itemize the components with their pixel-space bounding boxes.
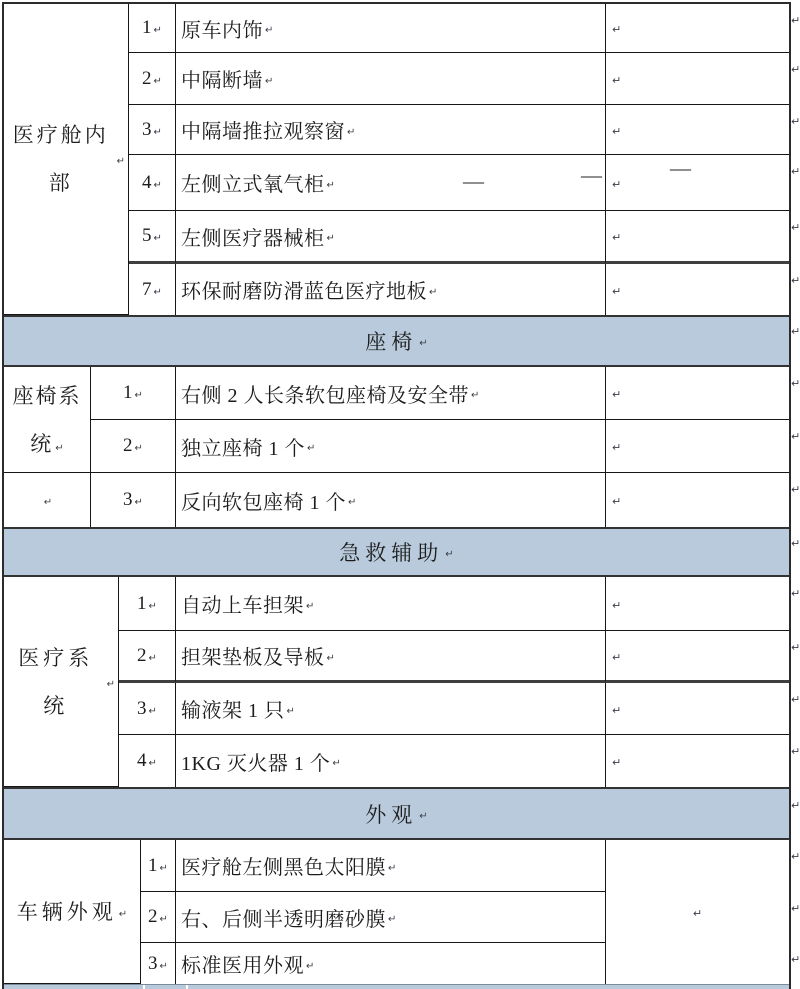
row-number-text: 2 — [123, 435, 133, 456]
paragraph-mark-icon: ↵ — [134, 497, 143, 508]
row-end-mark-icon: ↵ — [791, 745, 800, 758]
paragraph-mark-icon: ↵ — [612, 703, 622, 717]
category-cell-seat — [4, 367, 91, 473]
paragraph-mark-icon: ↵ — [429, 286, 438, 298]
row-number-text: 7 — [142, 278, 152, 300]
paragraph-mark-icon: ↵ — [612, 388, 622, 401]
column-divider — [186, 985, 188, 989]
paragraph-mark-icon: ↵ — [55, 442, 64, 454]
remark-cell — [606, 683, 789, 735]
item-text: 原车内饰 — [181, 19, 263, 42]
row-number-text: 4 — [142, 171, 152, 193]
paragraph-mark-icon: ↵ — [153, 75, 162, 87]
row-number — [91, 367, 176, 420]
paragraph-mark-icon: ↵ — [286, 705, 295, 717]
paragraph-mark-icon: ↵ — [159, 960, 168, 972]
item-cell — [176, 420, 606, 473]
category-cell-medical — [4, 577, 119, 787]
paragraph-mark-icon: ↵ — [445, 549, 454, 560]
paragraph-mark-icon: ↵ — [612, 284, 622, 298]
row-number-text: 3 — [148, 952, 158, 974]
item-cell — [176, 892, 606, 943]
section-header-text: 外观 — [365, 802, 418, 827]
item-cell — [176, 631, 606, 683]
row-end-mark-icon: ↵ — [791, 377, 800, 390]
item-cell — [176, 735, 606, 787]
paragraph-mark-icon: ↵ — [326, 652, 335, 664]
row-end-mark-icon: ↵ — [791, 799, 800, 812]
category-label: 医疗系统 — [18, 645, 94, 718]
paragraph-mark-icon: ↵ — [612, 495, 622, 508]
item-cell — [176, 683, 606, 735]
paragraph-mark-icon: ↵ — [612, 73, 622, 87]
remark-cell — [606, 53, 789, 105]
remark-cell — [606, 105, 789, 155]
row-end-mark-icon: ↵ — [791, 483, 800, 496]
paragraph-mark-icon: ↵ — [348, 497, 357, 508]
row-end-mark-icon: ↵ — [791, 902, 800, 915]
row-end-mark-icon: ↵ — [791, 587, 800, 600]
category-text: 座椅系统 — [12, 383, 82, 456]
row-number-text: 3 — [142, 118, 152, 140]
section-seat-system — [4, 367, 789, 527]
item-text: 环保耐磨防滑蓝色医疗地板 — [181, 281, 427, 303]
row-number-text: 1 — [148, 854, 158, 876]
paragraph-mark-icon: ↵ — [153, 126, 162, 138]
section-header-seats — [4, 315, 789, 367]
paragraph-mark-icon: ↵ — [419, 338, 428, 349]
row-number-text: 3 — [137, 697, 147, 719]
row-number — [141, 892, 176, 943]
remark-cell — [606, 264, 789, 315]
row-number-text: 1 — [137, 592, 147, 614]
paragraph-mark-icon: ↵ — [347, 126, 356, 138]
row-number — [129, 211, 176, 264]
paragraph-mark-icon: ↵ — [134, 443, 143, 454]
remark-cell — [606, 211, 789, 264]
paragraph-mark-icon: ↵ — [326, 179, 335, 191]
paragraph-mark-icon: ↵ — [419, 810, 428, 822]
paragraph-mark-icon: ↵ — [265, 75, 274, 87]
row-end-mark-icon: ↵ — [791, 537, 800, 550]
row-number-text: 1 — [123, 382, 133, 403]
paragraph-mark-icon: ↵ — [265, 25, 274, 36]
row-end-mark-icon: ↵ — [791, 693, 800, 706]
category-label — [7, 372, 87, 468]
paragraph-mark-icon: ↵ — [118, 908, 128, 920]
item-text: 自动上车担架 — [181, 595, 304, 617]
item-text: 1KG 灭火器 1 个 — [181, 752, 331, 775]
paragraph-mark-icon: ↵ — [148, 705, 157, 717]
row-number-text: 2 — [142, 67, 152, 89]
paragraph-mark-icon: ↵ — [388, 914, 397, 925]
row-end-mark-icon: ↵ — [791, 165, 800, 178]
item-cell — [176, 155, 606, 211]
section-header-text: 座椅 — [365, 330, 418, 354]
paragraph-mark-icon: ↵ — [148, 652, 157, 664]
paragraph-mark-icon: ↵ — [471, 390, 480, 401]
dash-mark: — — [581, 163, 602, 187]
item-text: 左侧立式氧气柜 — [181, 174, 325, 196]
column-divider — [143, 985, 145, 989]
item-text: 独立座椅 1 个 — [181, 437, 305, 460]
item-cell — [176, 105, 606, 155]
row-number — [129, 4, 176, 53]
row-number-text: 2 — [137, 644, 147, 666]
dash-mark: — — [463, 169, 484, 193]
row-number — [119, 735, 176, 787]
row-end-mark-icon: ↵ — [791, 953, 800, 966]
paragraph-mark-icon: ↵ — [388, 862, 397, 874]
row-number-text: 5 — [142, 225, 152, 246]
row-number — [129, 105, 176, 155]
paragraph-mark-icon: ↵ — [332, 758, 341, 769]
paragraph-mark-icon: ↵ — [148, 600, 157, 612]
paragraph-mark-icon: ↵ — [692, 907, 703, 920]
remark-cell — [606, 473, 789, 527]
item-text: 中隔墙推拉观察窗 — [181, 121, 345, 143]
section-vehicle-exterior — [4, 840, 789, 984]
category-cell-exterior — [4, 840, 141, 984]
row-number — [129, 264, 176, 315]
next-section-header-partial — [4, 984, 789, 989]
item-text: 右、后侧半透明磨砂膜 — [181, 908, 386, 931]
row-number-text: 3 — [123, 489, 133, 510]
paragraph-mark-icon: ↵ — [612, 124, 622, 138]
row-end-mark-icon: ↵ — [791, 115, 800, 128]
paragraph-mark-icon: ↵ — [612, 441, 622, 454]
row-number — [119, 631, 176, 683]
item-cell — [176, 473, 606, 527]
row-end-mark-icon: ↵ — [791, 641, 800, 654]
section-header-exterior — [4, 787, 789, 840]
item-cell — [176, 943, 606, 984]
remark-cell — [606, 155, 789, 211]
remark-cell — [606, 367, 789, 420]
paragraph-mark-icon: ↵ — [153, 233, 162, 244]
paragraph-mark-icon: ↵ — [148, 758, 157, 769]
item-cell — [176, 53, 606, 105]
remark-cell — [606, 631, 789, 683]
item-text: 中隔断墙 — [181, 70, 263, 92]
paragraph-mark-icon: ↵ — [153, 25, 162, 36]
remark-cell — [606, 420, 789, 473]
item-cell — [176, 577, 606, 631]
category-label: 医疗舱内部 — [12, 123, 109, 195]
paragraph-mark-icon: ↵ — [306, 600, 315, 612]
paragraph-mark-icon: ↵ — [116, 156, 125, 167]
item-text: 右侧 2 人长条软包座椅及安全带 — [181, 384, 469, 407]
item-cell — [176, 211, 606, 264]
row-end-mark-icon: ↵ — [791, 63, 800, 76]
paragraph-mark-icon: ↵ — [134, 390, 143, 401]
section-header-text: 急救辅助 — [339, 541, 444, 565]
section-header-first-aid — [4, 527, 789, 577]
remark-cell-merged — [606, 840, 789, 984]
row-end-mark-icon: ↵ — [791, 430, 800, 443]
category-empty-cell — [4, 473, 91, 527]
remark-cell — [606, 4, 789, 53]
item-text: 担架垫板及导板 — [181, 647, 325, 669]
row-number — [129, 155, 176, 211]
paragraph-mark-icon: ↵ — [612, 598, 622, 612]
row-number-text: 4 — [137, 750, 147, 771]
paragraph-mark-icon: ↵ — [159, 914, 168, 925]
remark-cell — [606, 735, 789, 787]
paragraph-mark-icon: ↵ — [106, 678, 115, 690]
paragraph-mark-icon: ↵ — [159, 862, 168, 874]
paragraph-mark-icon: ↵ — [326, 233, 335, 244]
dash-mark: — — [670, 156, 691, 180]
row-number — [129, 53, 176, 105]
item-cell — [176, 367, 606, 420]
item-text: 反向软包座椅 1 个 — [181, 491, 346, 514]
row-number — [141, 943, 176, 984]
paragraph-mark-icon: ↵ — [612, 177, 622, 191]
item-text: 医疗舱左侧黑色太阳膜 — [181, 857, 386, 879]
row-number — [119, 577, 176, 631]
paragraph-mark-icon: ↵ — [153, 286, 162, 298]
row-end-mark-icon: ↵ — [791, 14, 800, 27]
row-number — [91, 420, 176, 473]
item-cell — [176, 4, 606, 53]
item-text: 左侧医疗器械柜 — [181, 227, 325, 250]
row-end-mark-icon: ↵ — [791, 325, 800, 338]
row-number — [119, 683, 176, 735]
paragraph-mark-icon: ↵ — [612, 23, 622, 36]
item-cell — [176, 264, 606, 315]
category-label: 车辆外观 — [16, 899, 117, 924]
row-end-mark-icon: ↵ — [791, 850, 800, 863]
item-cell — [176, 840, 606, 892]
row-number-text: 1 — [142, 17, 152, 38]
paragraph-mark-icon: ↵ — [43, 497, 53, 508]
row-end-mark-icon: ↵ — [791, 221, 800, 234]
paragraph-mark-icon: ↵ — [153, 179, 162, 191]
category-cell-cabin — [4, 4, 129, 315]
section-medical-system — [4, 577, 789, 787]
paragraph-mark-icon: ↵ — [307, 443, 316, 454]
paragraph-mark-icon: ↵ — [306, 960, 315, 972]
paragraph-mark-icon: ↵ — [612, 650, 622, 664]
remark-cell — [606, 577, 789, 631]
row-number-text: 2 — [148, 906, 158, 927]
spec-table — [2, 2, 791, 989]
paragraph-mark-icon: ↵ — [612, 231, 622, 244]
item-text: 输液架 1 只 — [181, 700, 285, 722]
paragraph-mark-icon: ↵ — [612, 756, 622, 769]
row-number — [141, 840, 176, 892]
item-text: 标准医用外观 — [181, 955, 304, 977]
row-number — [91, 473, 176, 527]
row-end-mark-icon: ↵ — [791, 274, 800, 287]
